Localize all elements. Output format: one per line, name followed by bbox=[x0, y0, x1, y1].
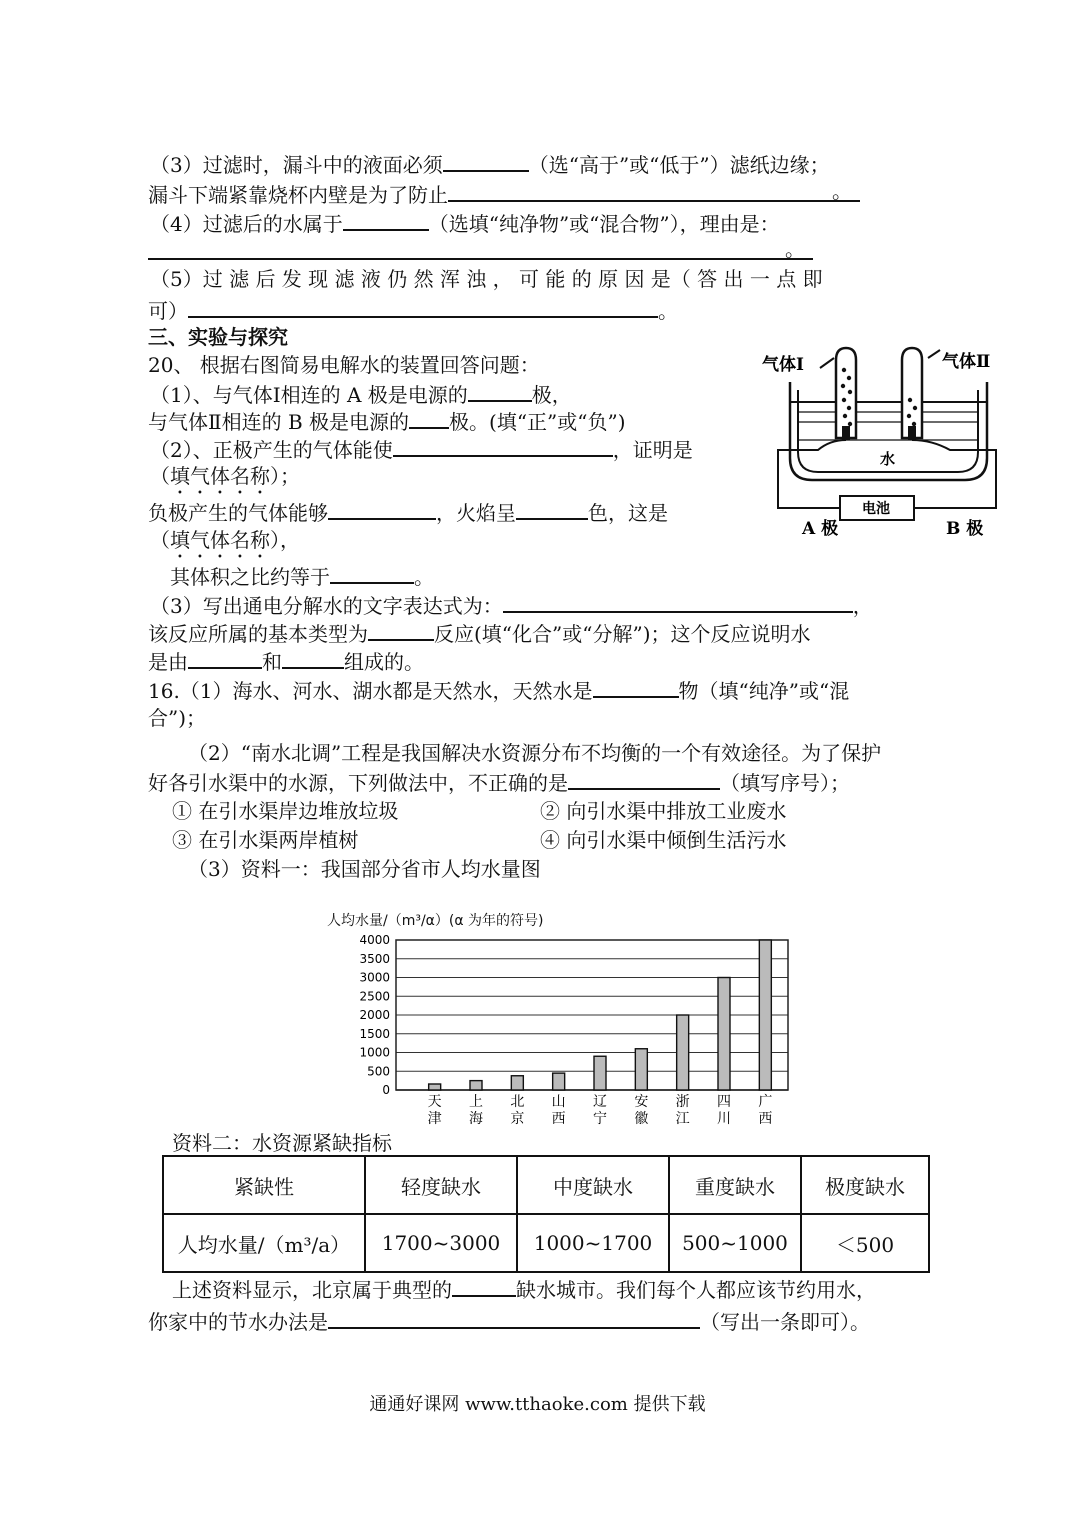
bar bbox=[718, 978, 730, 1091]
y-tick-label: 3000 bbox=[359, 970, 390, 985]
y-tick-label: 1000 bbox=[359, 1045, 390, 1060]
x-tick-label: 浙 bbox=[675, 1094, 690, 1110]
answer-blank[interactable] bbox=[188, 294, 658, 318]
q3-line1: （3）过滤时，漏斗中的液面必须 （选“高于”或“低于”）滤纸边缘； bbox=[150, 148, 830, 180]
x-tick-label: 海 bbox=[469, 1111, 483, 1127]
x-tick-label: 西 bbox=[758, 1111, 773, 1127]
gas1-label: 气体Ⅰ bbox=[762, 355, 804, 375]
section-title: 三、实验与探究 bbox=[148, 325, 288, 349]
footer: 通通好课网 www.tthaoke.com 提供下载 bbox=[369, 1394, 706, 1415]
answer-blank[interactable]: 。 bbox=[148, 236, 813, 260]
table-cell: 紧缺性 bbox=[163, 1156, 365, 1214]
bar bbox=[594, 1056, 606, 1090]
water-scarcity-table bbox=[162, 1155, 930, 1273]
answer-blank[interactable] bbox=[443, 148, 529, 172]
conclusion-line2: 你家中的节水办法是 （写出一条即可）。 bbox=[148, 1305, 870, 1337]
b-pole-label: B 极 bbox=[946, 519, 984, 539]
x-tick-label: 津 bbox=[427, 1111, 442, 1127]
x-tick-label: 宁 bbox=[593, 1111, 607, 1127]
answer-blank[interactable] bbox=[343, 207, 429, 231]
q20-title: 20、 根据右图简易电解水的装置回答问题： bbox=[148, 353, 540, 377]
q20-line7: 其体积之比约等于 。 bbox=[170, 560, 434, 592]
q20-line2: 与气体Ⅱ相连的 B 极是电源的 极。(填“正”或“负”) bbox=[148, 405, 626, 437]
q20-line5: 负极产生的气体能够 ，火焰呈 色，这是 bbox=[148, 496, 668, 528]
q16-line5: （3）资料一：我国部分省市人均水量图 bbox=[188, 857, 541, 881]
a-pole-label: A 极 bbox=[802, 519, 839, 539]
chart-title: 人均水量/（m³/α）(α 为年的符号) bbox=[327, 913, 544, 929]
answer-blank[interactable]: 。 bbox=[448, 178, 860, 202]
answer-blank[interactable] bbox=[282, 645, 344, 669]
bar bbox=[635, 1049, 647, 1090]
answer-blank[interactable] bbox=[503, 589, 853, 613]
q4-line1: （4）过滤后的水属于 （选填“纯净物”或“混合物”），理由是： bbox=[150, 207, 780, 239]
table-cell: 极度缺水 bbox=[801, 1156, 929, 1214]
bar bbox=[553, 1073, 565, 1090]
x-tick-label: 江 bbox=[675, 1111, 690, 1127]
q3-line2: 漏斗下端紧靠烧杯内壁是为了防止 。 bbox=[148, 178, 860, 210]
y-tick-label: 0 bbox=[382, 1083, 390, 1097]
q5-line1: （5）过 滤 后 发 现 滤 液 仍 然 浑 浊 ， 可 能 的 原 因 是（ 答 出 一 点 即 bbox=[150, 267, 823, 291]
x-tick-label: 四 bbox=[717, 1094, 731, 1110]
answer-blank[interactable] bbox=[452, 1273, 516, 1297]
q20-line3: （2）、正极产生的气体能使 ，证明是 bbox=[150, 433, 693, 465]
x-tick-label: 辽 bbox=[593, 1094, 607, 1110]
q16-line2: 合”)； bbox=[148, 706, 207, 730]
electrolysis-diagram bbox=[760, 340, 1010, 540]
q20-line9: 该反应所属的基本类型为 反应(填“化合”或“分解”)；这个反应说明水 bbox=[148, 617, 811, 649]
x-tick-label: 川 bbox=[717, 1111, 731, 1127]
table-row bbox=[163, 1214, 929, 1272]
table-cell: 500~1000 bbox=[669, 1214, 801, 1272]
answer-blank[interactable] bbox=[328, 496, 436, 520]
bar bbox=[677, 1015, 689, 1090]
q16-line4: 好各引水渠中的水源，下列做法中，不正确的是 （填写序号）； bbox=[148, 766, 850, 798]
option-3: ③ 在引水渠两岸植树 bbox=[172, 828, 359, 852]
wire-a bbox=[778, 440, 846, 508]
electrode-b bbox=[908, 426, 916, 440]
x-tick-label: 山 bbox=[551, 1094, 566, 1110]
answer-blank[interactable] bbox=[409, 405, 449, 429]
answer-blank[interactable] bbox=[328, 1305, 700, 1329]
y-tick-label: 1500 bbox=[359, 1026, 390, 1041]
conclusion-line1: 上述资料显示，北京属于典型的 缺水城市。我们每个人都应该节约用水， bbox=[172, 1273, 876, 1305]
table-cell: 人均水量/（m³/a） bbox=[163, 1214, 365, 1272]
water-per-capita-chart bbox=[340, 930, 810, 1130]
answer-blank[interactable] bbox=[393, 433, 613, 457]
table-cell: ＜500 bbox=[801, 1214, 929, 1272]
battery-label: 电池 bbox=[862, 501, 890, 517]
q20-line6: （填气体名称）， bbox=[150, 528, 300, 552]
x-tick-label: 西 bbox=[551, 1111, 566, 1127]
gas2-label: 气体Ⅱ bbox=[942, 352, 991, 372]
x-tick-label: 广 bbox=[758, 1094, 773, 1110]
answer-blank[interactable] bbox=[468, 378, 532, 402]
q16-line1: 16.（1）海水、河水、湖水都是天然水，天然水是 物（填“纯净”或“混 bbox=[148, 674, 849, 706]
electrode-a bbox=[842, 426, 850, 440]
q5-line2: 可） 。 bbox=[148, 294, 678, 326]
x-tick-label: 上 bbox=[469, 1094, 483, 1110]
x-tick-label: 安 bbox=[634, 1094, 649, 1110]
material2-title: 资料二：水资源紧缺指标 bbox=[172, 1131, 392, 1155]
answer-blank[interactable] bbox=[368, 617, 434, 641]
y-tick-label: 500 bbox=[367, 1064, 390, 1079]
y-tick-label: 2000 bbox=[359, 1008, 390, 1022]
table-cell: 1700~3000 bbox=[365, 1214, 517, 1272]
bar bbox=[429, 1084, 441, 1090]
x-tick-label: 天 bbox=[427, 1094, 442, 1110]
bar bbox=[511, 1076, 523, 1090]
answer-blank[interactable] bbox=[330, 560, 414, 584]
answer-blank[interactable] bbox=[568, 766, 720, 790]
table-cell: 轻度缺水 bbox=[365, 1156, 517, 1214]
y-tick-label: 4000 bbox=[359, 933, 390, 947]
table-cell: 重度缺水 bbox=[669, 1156, 801, 1214]
option-1: ① 在引水渠岸边堆放垃圾 bbox=[172, 799, 399, 823]
bar bbox=[759, 940, 771, 1090]
q20-line10: 是由 和 组成的。 bbox=[148, 645, 424, 677]
table-row bbox=[163, 1156, 929, 1214]
q20-line8: （3）写出通电分解水的文字表达式为： ， bbox=[150, 589, 873, 621]
y-tick-label: 2500 bbox=[359, 989, 390, 1004]
q20-line1: （1）、与气体Ⅰ相连的 A 极是电源的 极， bbox=[150, 378, 572, 410]
option-2: ② 向引水渠中排放工业废水 bbox=[540, 799, 787, 823]
answer-blank[interactable] bbox=[516, 496, 588, 520]
q16-line3: （2）“南水北调”工程是我国解决水资源分布不均衡的一个有效途径。为了保护 bbox=[188, 741, 882, 765]
bar bbox=[470, 1081, 482, 1090]
answer-blank[interactable] bbox=[593, 674, 679, 698]
table-cell: 1000~1700 bbox=[517, 1214, 669, 1272]
q20-line4: （填气体名称）； bbox=[150, 464, 300, 488]
x-tick-label: 徽 bbox=[634, 1111, 649, 1127]
x-tick-label: 京 bbox=[510, 1111, 525, 1127]
answer-blank[interactable] bbox=[188, 645, 262, 669]
table-cell: 中度缺水 bbox=[517, 1156, 669, 1214]
test-tube-1 bbox=[836, 348, 856, 438]
water-label: 水 bbox=[880, 450, 896, 468]
y-tick-label: 3500 bbox=[359, 951, 390, 966]
option-4: ④ 向引水渠中倾倒生活污水 bbox=[540, 828, 787, 852]
x-tick-label: 北 bbox=[510, 1094, 525, 1110]
